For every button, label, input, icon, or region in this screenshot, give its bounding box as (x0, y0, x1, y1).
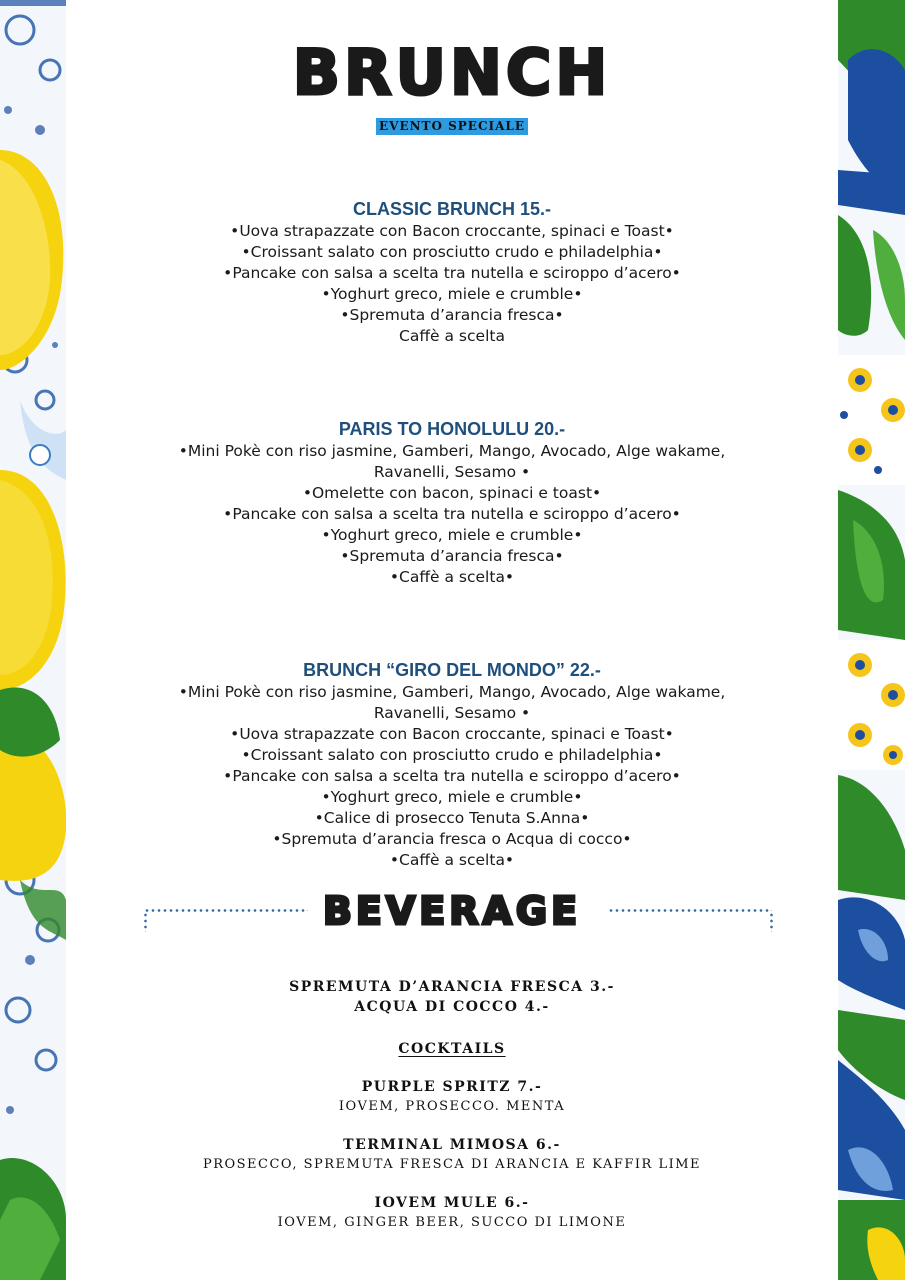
menu-item: •Yoghurt greco, miele e crumble• (321, 788, 583, 806)
cocktail-ingredients: IOVEM, PROSECCO. MENTA (338, 1099, 566, 1114)
menu-item: •Caffè a scelta• (389, 568, 515, 586)
menu-item: •Croissant salato con prosciutto crudo e philadelphia• (241, 746, 663, 764)
drinks-list (66, 977, 838, 1017)
menu-section-classic (66, 198, 838, 347)
menu-item: •Croissant salato con prosciutto crudo e philadelphia• (241, 243, 663, 261)
cocktails-heading: COCKTAILS (398, 1041, 506, 1057)
cocktail-item (66, 1193, 838, 1233)
cocktail-item (66, 1077, 838, 1117)
drink-item: ACQUA DI COCCO 4.- (354, 999, 550, 1015)
menu-item: •Pancake con salsa a scelta tra nutella e sciroppo d’acero• (223, 767, 681, 785)
menu-item: •Pancake con salsa a scelta tra nutella e sciroppo d’acero• (223, 264, 681, 282)
menu-item: •Yoghurt greco, miele e crumble• (321, 285, 583, 303)
menu-section-paris-honolulu (66, 418, 838, 588)
beverage-title-text: BEVERAGE (322, 889, 582, 933)
brunch-title-text: BRUNCH (292, 36, 612, 109)
cocktail-name: TERMINAL MIMOSA 6.- (343, 1137, 561, 1153)
right-decorative-border (838, 0, 905, 1280)
cocktails-heading-wrap (66, 1039, 838, 1059)
menu-section-giro-del-mondo (66, 659, 838, 871)
drink-item: SPREMUTA D’ARANCIA FRESCA 3.- (289, 979, 615, 995)
cocktail-name: IOVEM MULE 6.- (374, 1195, 530, 1211)
menu-item: •Uova strapazzate con Bacon croccante, spinaci e Toast• (230, 222, 674, 240)
dotted-rule-right-tick (770, 912, 773, 932)
menu-item: Caffè a scelta (399, 327, 505, 345)
brunch-title (66, 36, 838, 109)
beverage-header (66, 888, 838, 934)
left-decorative-border (0, 0, 66, 1280)
menu-page (66, 0, 838, 1280)
menu-item: •Spremuta d’arancia fresca• (340, 306, 564, 324)
section-title: PARIS TO HONOLULU 20.- (338, 419, 566, 439)
menu-item: •Spremuta d’arancia fresca• (340, 547, 564, 565)
lemon-tile-illustration (0, 0, 66, 1280)
cocktail-ingredients: PROSECCO, SPREMUTA FRESCA DI ARANCIA E KAFFIR LIME (202, 1157, 702, 1172)
menu-item: •Uova strapazzate con Bacon croccante, spinaci e Toast• (230, 725, 674, 743)
menu-item: •Caffè a scelta• (389, 851, 515, 869)
menu-item: •Omelette con bacon, spinaci e toast• (302, 484, 602, 502)
event-badge: EVENTO SPECIALE (376, 118, 528, 135)
menu-item: •Yoghurt greco, miele e crumble• (321, 526, 583, 544)
cocktail-item (66, 1135, 838, 1175)
menu-item: Ravanelli, Sesamo • (373, 704, 531, 722)
menu-item: •Mini Pokè con riso jasmine, Gamberi, Mango, Avocado, Alge wakame, (178, 683, 726, 701)
menu-item: •Pancake con salsa a scelta tra nutella e sciroppo d’acero• (223, 505, 681, 523)
menu-item: •Mini Pokè con riso jasmine, Gamberi, Mango, Avocado, Alge wakame, (178, 442, 726, 460)
section-title: BRUNCH “GIRO DEL MONDO” 22.- (303, 660, 601, 680)
cocktail-name: PURPLE SPRITZ 7.- (361, 1079, 543, 1095)
section-title: CLASSIC BRUNCH 15.- (352, 199, 552, 219)
event-badge-wrap (66, 115, 838, 135)
menu-item: •Calice di prosecco Tenuta S.Anna• (314, 809, 590, 827)
majolica-tile-illustration (838, 0, 905, 1280)
cocktail-ingredients: IOVEM, GINGER BEER, SUCCO DI LIMONE (277, 1215, 627, 1230)
menu-item: Ravanelli, Sesamo • (373, 463, 531, 481)
dotted-rule-right (608, 909, 772, 912)
menu-item: •Spremuta d’arancia fresca o Acqua di cocco• (272, 830, 632, 848)
